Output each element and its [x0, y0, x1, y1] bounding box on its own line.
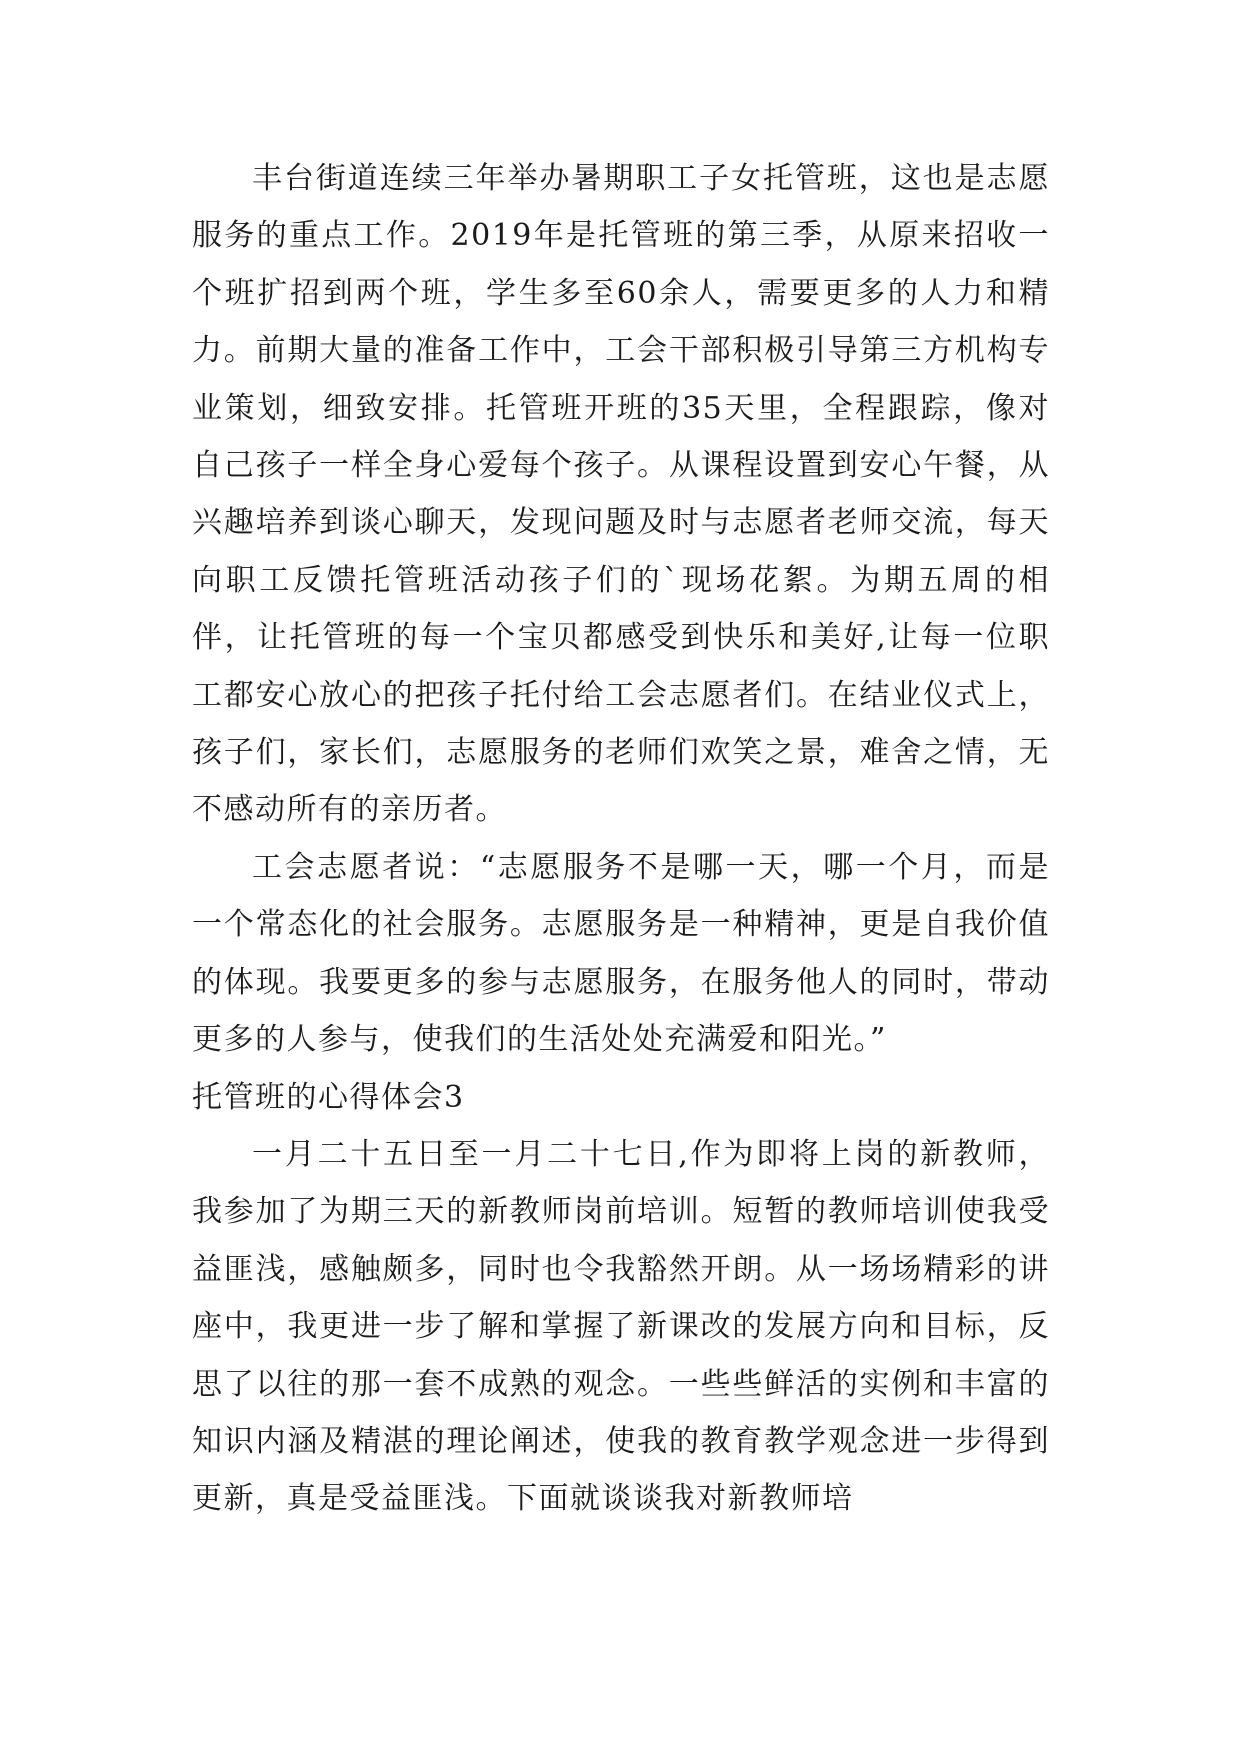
- section-heading: 托管班的心得体会3: [192, 1079, 465, 1115]
- paragraph-volunteer-program: 丰台街道连续三年举办暑期职工子女托管班，这也是志愿服务的重点工作。2019年是托管班的第三季，从原来招收一个班扩招到两个班，学生多至60余人，需要更多的人力和精力。前期大量的准备工作中，工会干部积极引导第三方机构专业策划，细致安排。托管班开班的35天里，全程跟踪，像对自己孩子一样全身心爱每个孩子。从课程设置到安心午餐，从兴趣培养到谈心聊天，发现问题及时与志愿者老师交流，每天向职工反馈托管班活动孩子们的`现场花絮。为期五周的相伴，让托管班的每一个宝贝都感受到快乐和美好,让每一位职工都安心放心的把孩子托付给工会志愿者们。在结业仪式上，孩子们，家长们，志愿服务的老师们欢笑之景，难舍之情，无不感动所有的亲历者。: [192, 161, 1050, 828]
- document-body: [192, 150, 1050, 1528]
- paragraph-teacher-training: 一月二十五日至一月二十七日,作为即将上岗的新教师，我参加了为期三天的新教师岗前培训。短暂的教师培训使我受益匪浅，感触颇多，同时也令我豁然开朗。从一场场精彩的讲座中，我更进一步了解和掌握了新课改的发展方向和目标，反思了以往的那一套不成熟的观念。一些些鲜活的实例和丰富的知识内涵及精湛的理论阐述，使我的教育教学观念进一步得到更新，真是受益匪浅。下面就谈谈我对新教师培: [192, 1136, 1050, 1517]
- paragraph-volunteer-quote: 工会志愿者说：“志愿服务不是哪一天，哪一个月，而是一个常态化的社会服务。志愿服务是一种精神，更是自我价值的体现。我要更多的参与志愿服务，在服务他人的同时，带动更多的人参与，使我们的生活处处充满爱和阳光。”: [192, 849, 1050, 1058]
